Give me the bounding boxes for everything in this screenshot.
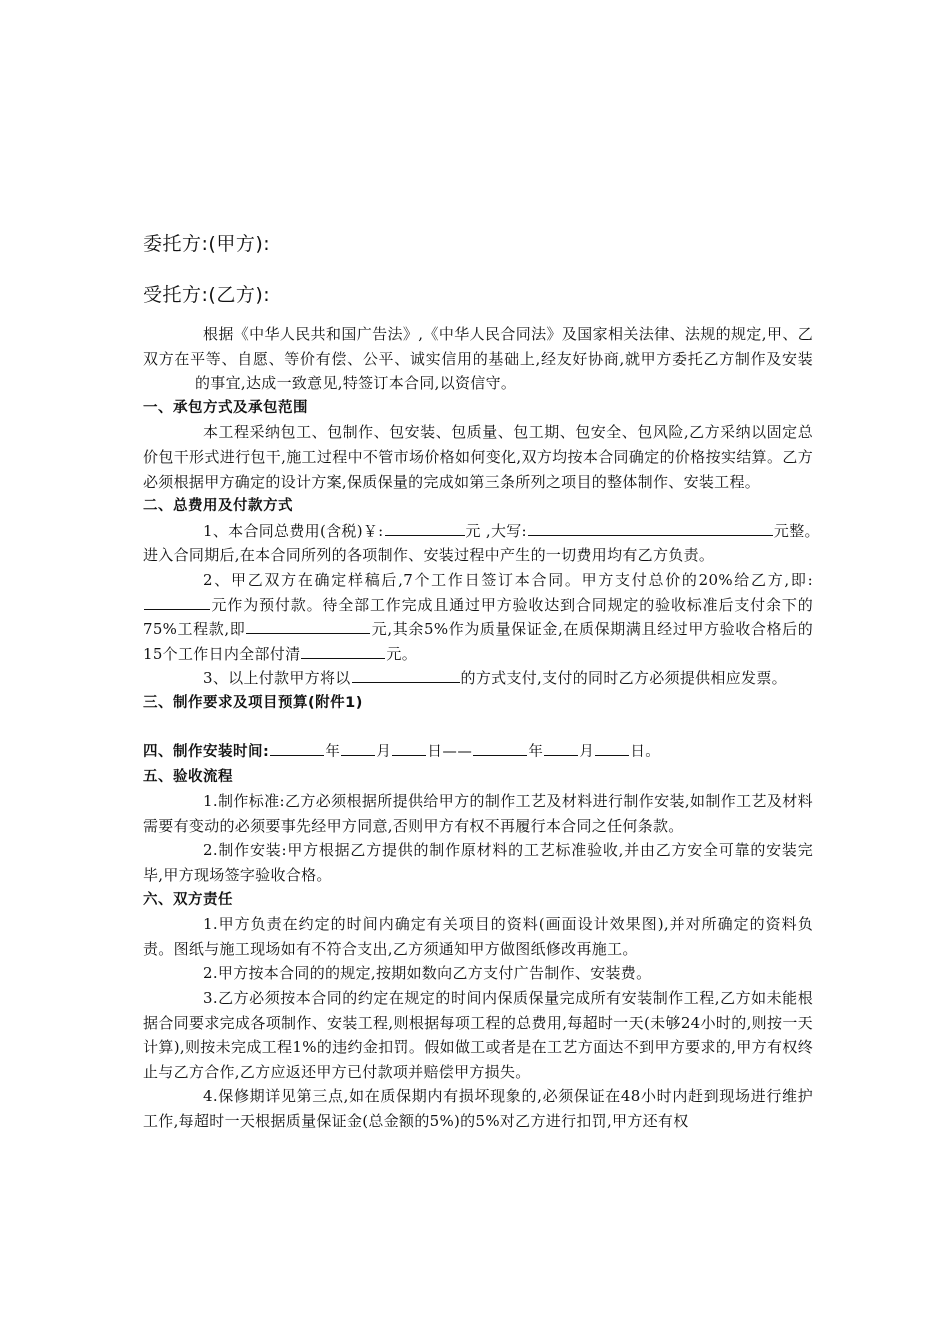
section-5-item-1: 1.制作标准:乙方必须根据所提供给甲方的制作工艺及材料进行制作安装,如制作工艺及材料需要有变动的必须要事先经甲方同意,否则甲方有权不再履行本合同之任何条款。 <box>143 792 813 835</box>
balance-blank <box>246 618 370 634</box>
month-label: 月 <box>579 744 595 761</box>
balance-label: 元作为预付款。待全部工作完成且通过甲方验收达到合同规定的验收标准后支付余下的75%工程款,即 <box>143 595 813 639</box>
section-6-item-4: 4.保修期详见第三点,如在质保期内有损坏现象的,必须保证在48小时内赶到现场进行维护工作,每超时一天根据质量保证金(总金额的5%)的5%对乙方进行扣罚,甲方还有权 <box>143 1087 813 1130</box>
preamble-text-1: 根据《中华人民共和国广告法》,《中华人民合同法》及国家相关法律、法规的规定,甲、乙双方在平等、自愿、等价有偿、公平、诚实信用的基础上,经友好协商,就甲方委托乙方制作及安装 <box>143 325 813 368</box>
section-2-heading: 二、总费用及付款方式 <box>143 498 293 515</box>
end-year-blank <box>473 740 527 756</box>
section-1-heading: 一、承包方式及承包范围 <box>143 399 308 416</box>
preamble-text-2: 的事宜,达成一致意见,特签订本合同,以资信守。 <box>195 374 517 393</box>
section-2-item-1-cont: 进入合同期后,在本合同所列的各项制作、安装过程中产生的一切费用均有乙方负责。 <box>143 546 715 565</box>
total-fee-label: 1、本合同总费用(含税)￥: <box>203 521 384 540</box>
day-label: 日 <box>427 744 443 761</box>
contract-body <box>143 322 820 1134</box>
spacer <box>143 716 813 741</box>
section-4-heading-line <box>143 740 813 765</box>
section-2-item-3 <box>143 666 813 691</box>
date-range-dash: —— <box>442 744 473 761</box>
start-year-blank <box>270 740 324 756</box>
section-6-heading: 六、双方责任 <box>143 891 233 908</box>
section-5-heading: 五、验收流程 <box>143 768 233 785</box>
section-6-item-2: 2.甲方按本合同的的规定,按期如数向乙方支付广告制作、安装费。 <box>203 964 652 983</box>
section-3-heading: 三、制作要求及项目预算(附件1) <box>143 694 363 711</box>
end-month-blank <box>544 740 578 756</box>
payment-method-label: 3、以上付款甲方将以 <box>203 669 351 688</box>
section-5-item-2: 2.制作安装:甲方根据乙方提供的制作原材料的工艺标准验收,并由乙方安全可靠的安装完毕,甲方现场签字验收合格。 <box>143 841 813 885</box>
section-4-heading: 四、制作安装时间: <box>143 744 270 761</box>
warranty-blank <box>301 643 385 659</box>
payment-method-suffix: 的方式支付,支付的同时乙方必须提供相应发票。 <box>460 669 787 688</box>
month-label: 月 <box>376 744 392 761</box>
payment-method-blank <box>352 667 460 683</box>
start-day-blank <box>392 740 426 756</box>
total-fee-words-blank <box>528 520 773 536</box>
section-6-item-3: 3.乙方必须按本合同的约定在规定的时间内保质保量完成所有安装制作工程,乙方如未能根据合同要求完成各项制作、安装工程,则根据每项工程的总费用,每超时一天(未够24小时的,则按一天计算),则按未完成工程1%的违约金扣罚。假如做工或者是在工艺方面达不到甲方要求的,甲方有权终止与乙方合作,乙方应返还甲方已付款项并赔偿甲方损失。 <box>143 989 813 1081</box>
preamble-paragraph <box>143 322 813 396</box>
total-fee-suffix: 元整。 <box>773 521 820 540</box>
section-2-item-2 <box>143 568 813 666</box>
warranty-label: 元,其余5%作为质量保证金,在质保期满且经过甲方验收合格后的15个工作日内全部付清 <box>143 620 813 663</box>
section-2-item-1 <box>143 519 820 544</box>
total-fee-blank <box>385 520 465 536</box>
section-6-item-1: 1.甲方负责在约定的时间内确定有关项目的资料(画面设计效果图),并对所确定的资料负责。图纸与施工现场如有不符合支出,乙方须通知甲方做图纸修改再施工。 <box>143 915 813 958</box>
prepay-label: 2、甲乙双方在确定样稿后,7个工作日签订本合同。甲方支付总价的20%给乙方,即: <box>203 570 813 589</box>
year-label: 年 <box>325 744 341 761</box>
year-label: 年 <box>528 744 544 761</box>
end-day-blank <box>595 740 629 756</box>
prepay-blank <box>144 594 210 610</box>
end-day-label: 日。 <box>630 744 661 761</box>
contractor-party-label: 受托方:(乙方): <box>143 284 271 306</box>
total-fee-words-label: 元 ,大写: <box>465 521 527 540</box>
start-month-blank <box>341 740 375 756</box>
client-party-label: 委托方:(甲方): <box>143 233 271 255</box>
warranty-suffix: 元。 <box>386 644 417 663</box>
section-1-paragraph: 本工程采纳包工、包制作、包安装、包质量、包工期、包安全、包风险,乙方采纳以固定总价包干形式进行包干,施工过程中不管市场价格如何变化,双方均按本合同确定的价格按实结算。乙方必须根据甲方确定的设计方案,保质保量的完成如第三条所列之项目的整体制作、安装工程。 <box>143 423 813 491</box>
